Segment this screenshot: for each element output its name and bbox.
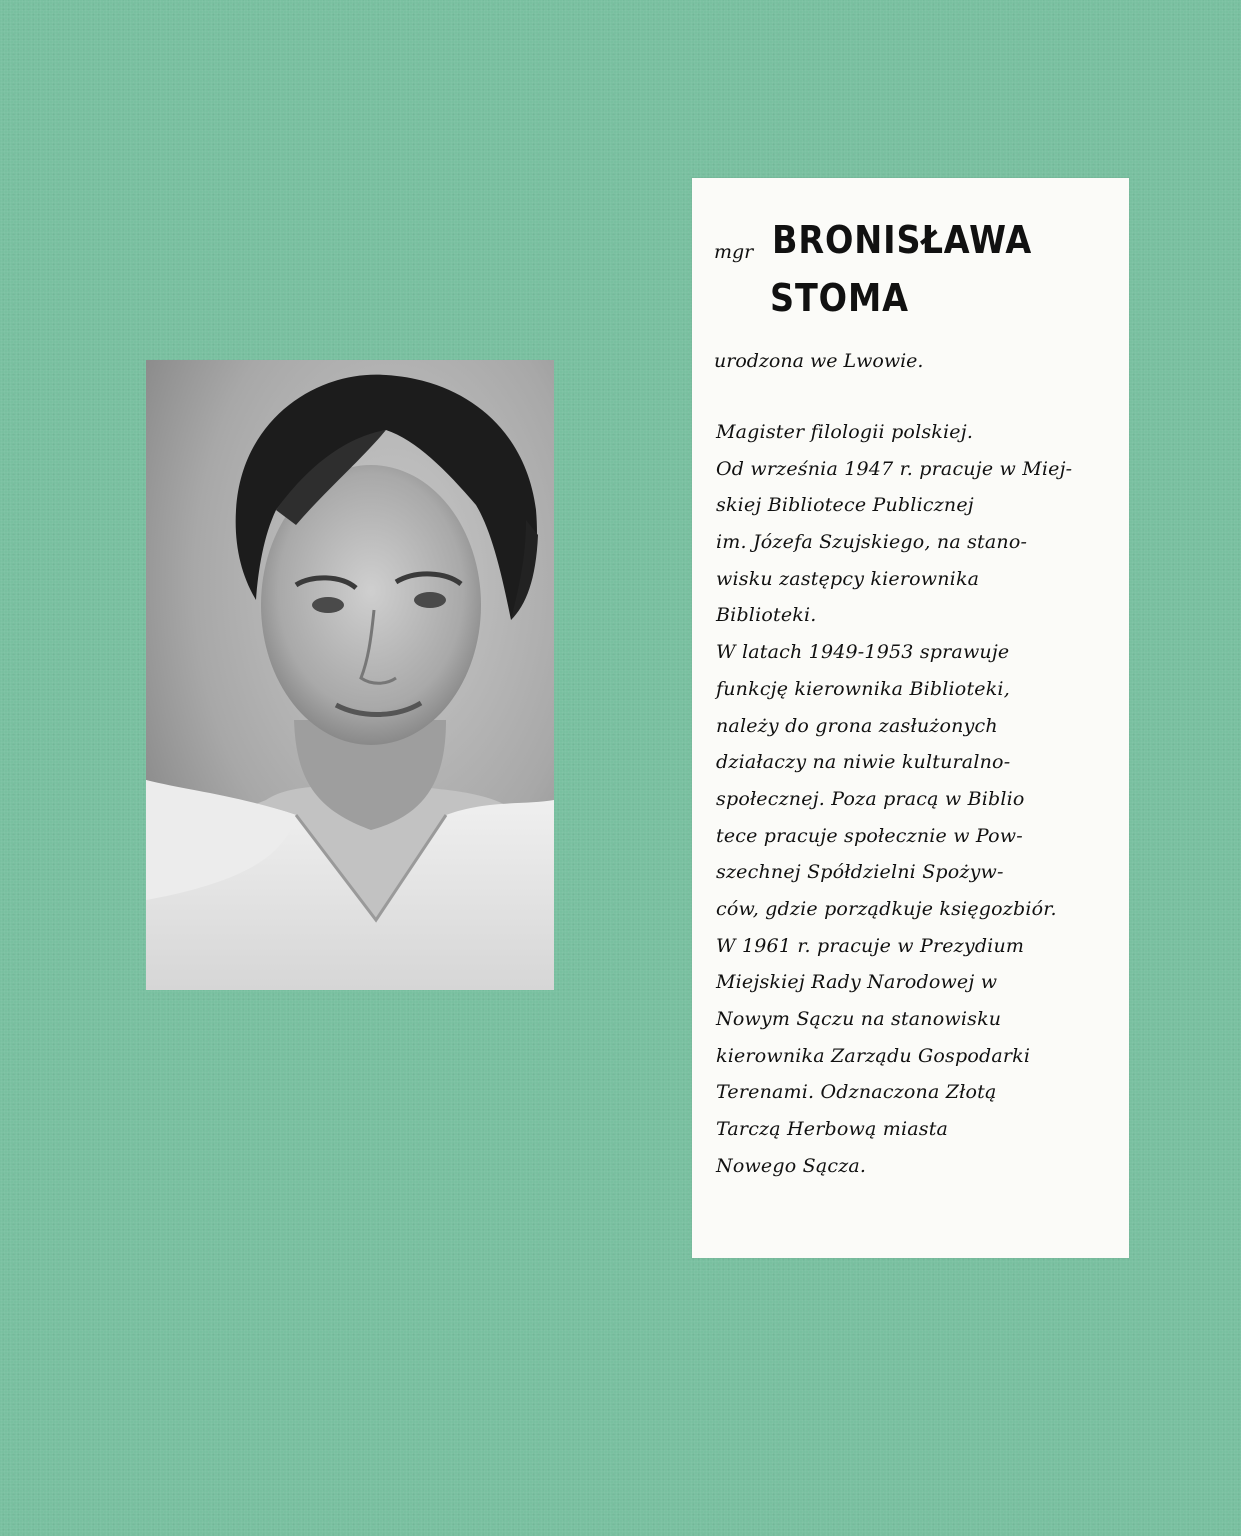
bio-line: Magister filologii polskiej. — [716, 421, 974, 443]
biography-text — [716, 414, 1136, 1184]
bio-line: Biblioteki. — [716, 604, 817, 627]
bio-line: Miejskiej Rady Narodowej w — [716, 971, 998, 994]
bio-line: Od września 1947 r. pracuje w Miej- — [716, 457, 1073, 480]
bio-line: działaczy na niwie kulturalno- — [716, 751, 1011, 774]
biography-card — [692, 178, 1129, 1258]
bio-line: W latach 1949-1953 sprawuje — [716, 641, 1010, 664]
bio-line: skiej Bibliotece Publicznej — [716, 494, 974, 517]
bio-line: kierownika Zarządu Gospodarki — [716, 1044, 1031, 1067]
portrait-photo — [146, 360, 554, 990]
bio-line: tece pracuje społecznie w Pow- — [716, 824, 1023, 847]
bio-line: wisku zastępcy kierownika — [716, 567, 980, 590]
bio-line: Nowym Sączu na stanowisku — [716, 1008, 1002, 1030]
bio-line: W 1961 r. pracuje w Prezydium — [716, 934, 1025, 957]
bio-line: Nowego Sącza. — [716, 1154, 867, 1177]
title-prefix: mgr — [714, 241, 754, 263]
bio-line: Tarczą Herbową miasta — [716, 1118, 949, 1141]
bio-line: należy do grona zasłużonych — [716, 714, 998, 737]
bio-line: ców, gdzie porządkuje księgozbiór. — [716, 897, 1057, 920]
bio-line: im. Józefa Szujskiego, na stano- — [716, 531, 1028, 554]
portrait-image — [146, 360, 554, 990]
bio-line: społecznej. Poza pracą w Biblio — [716, 787, 1025, 810]
name-last: STOMA — [770, 276, 909, 320]
birth-line: urodzona we Lwowie. — [714, 350, 924, 372]
bio-line: funkcję kierownika Biblioteki, — [716, 677, 1010, 700]
name-first: BRONISŁAWA — [772, 218, 1033, 262]
bio-line: Terenami. Odznaczona Złotą — [716, 1081, 997, 1104]
bio-line: szechnej Spółdzielni Spożyw- — [716, 861, 1004, 884]
